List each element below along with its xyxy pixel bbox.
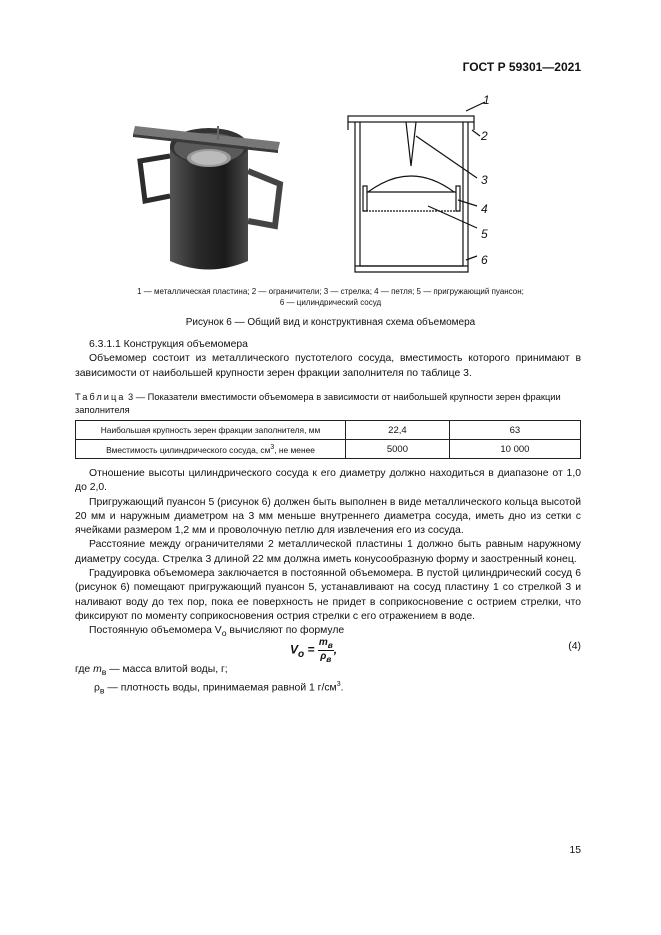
formula-num-sub: в: [327, 640, 333, 650]
paragraph-2: Отношение высоты цилиндрического сосуда к его диаметру должно находиться в диапазоне от 1,0 до 2,0.: [75, 468, 581, 494]
where-sup: 3: [336, 681, 341, 688]
table-cell: 10 000: [449, 440, 580, 459]
callout-3: 3: [481, 173, 488, 187]
paragraph-4: Расстояние между ограничителями 2 металлической пластины 1 должно быть равным наружному диаметру сосуда. Стрелка 3 длиной 22 мм должна иметь конусообразную форму и заостренный конец.: [75, 539, 581, 565]
paragraph-1: Объемомер состоит из металлического пустотелого сосуда, вместимость которого принимают в зависимости от наибольшей крупности зерен фракции заполнителя по таблице 3.: [75, 353, 581, 379]
callout-4: 4: [481, 202, 488, 216]
callout-1: 1: [483, 93, 490, 107]
formula: $V_о$ = $m_в$ $\rho_в$ ,: [290, 637, 338, 664]
table-cell: 22,4: [346, 421, 450, 440]
formula-den-sub: в: [326, 654, 332, 664]
formula-lhs: V: [290, 642, 299, 657]
where-symbol: ρ: [94, 682, 100, 694]
callout-5: 5: [481, 227, 488, 241]
volume-table: [75, 420, 581, 459]
callout-2: 2: [481, 129, 488, 143]
table-cell-sup: 3: [270, 443, 275, 451]
formula-den: ρ: [320, 651, 327, 662]
table-cell: 63: [449, 421, 580, 440]
table-cell-text: Вместимость цилиндрического сосуда, см: [106, 444, 271, 455]
formula-lhs-sub: о: [298, 649, 305, 661]
where-line-2: [94, 681, 344, 696]
formula-numerator: [318, 637, 334, 651]
where-text: — масса влитой воды, г;: [106, 664, 228, 675]
formula-denominator: [318, 651, 334, 664]
where-sub: в: [99, 685, 105, 696]
section-block: [75, 338, 581, 381]
where-symbol: m: [93, 664, 102, 675]
paragraph-6-text: вычисляют по формуле: [226, 625, 345, 637]
where-pre: где: [75, 664, 94, 675]
where-end: .: [340, 682, 344, 694]
paragraph-5: Градуировка объемомера заключается в постоянной объемомера. В пустой цилиндрический сосуд 6 (рисунок 6) помещают пригружающий пуансон 5, устанавливают на сосуд пластину 1 со стрелкой 3 и наливают воду до тех пор, пока ее поверхность не придет в соприкосновение с острием стрелки, что фиксируют по моменту соприкосновения острия стрелки с его отражением в воде.: [75, 568, 581, 622]
body-text: [75, 467, 581, 641]
table-row: [76, 421, 581, 440]
table-cell: [76, 440, 346, 459]
where-text: — плотность воды, принимаемая равной 1 г/см: [104, 682, 337, 694]
table-caption: [75, 391, 581, 416]
table-cell-text: , не менее: [274, 444, 315, 455]
section-heading: 6.3.1.1 Конструкция объемомера: [89, 339, 248, 350]
where-line-1: [75, 664, 228, 677]
paragraph-3: Пригружающий пуансон 5 (рисунок 6) должен быть выполнен в виде металлического кольца высотой 20 мм и наружным диаметром на 3 мм меньше внутреннего диаметра сосуда, иметь дно из сетки с ячейками размером 1,2 мм и проволочную петлю для извлечения его из сосуда.: [75, 496, 581, 537]
page-number: 15: [569, 845, 581, 856]
table-cell: Наибольшая крупность зерен фракции заполнителя, мм: [76, 421, 346, 440]
table-row: [76, 440, 581, 459]
where-sub: в: [101, 667, 107, 678]
formula-num: m: [318, 637, 328, 648]
paragraph-6-text: Постоянную объемомера V: [89, 625, 222, 637]
formula-number: (4): [568, 641, 581, 652]
callout-6: 6: [481, 253, 488, 267]
figure-caption: Рисунок 6 — Общий вид и конструктивная схема объемомера: [185, 317, 476, 328]
formula-fraction: [318, 637, 334, 664]
paragraph-6-sub: о: [221, 628, 227, 639]
volumeter-photo: [130, 96, 290, 276]
figure-legend-line1: 1 — металлическая пластина; 2 — ограничители; 3 — стрелка; 4 — петля; 5 — пригружающий пуансон;: [137, 287, 524, 296]
figure-legend-line2: 6 — цилиндрический сосуд: [279, 298, 382, 307]
table-caption-prefix: Таблица: [75, 392, 126, 402]
table-cell: 5000: [346, 440, 450, 459]
volumeter-scheme: [340, 88, 500, 278]
document-header: ГОСТ Р 59301—2021: [462, 60, 581, 74]
table-caption-text: 3 — Показатели вместимости объемомера в зависимости от наибольшей крупности зерен фракции заполнителя: [75, 392, 561, 415]
